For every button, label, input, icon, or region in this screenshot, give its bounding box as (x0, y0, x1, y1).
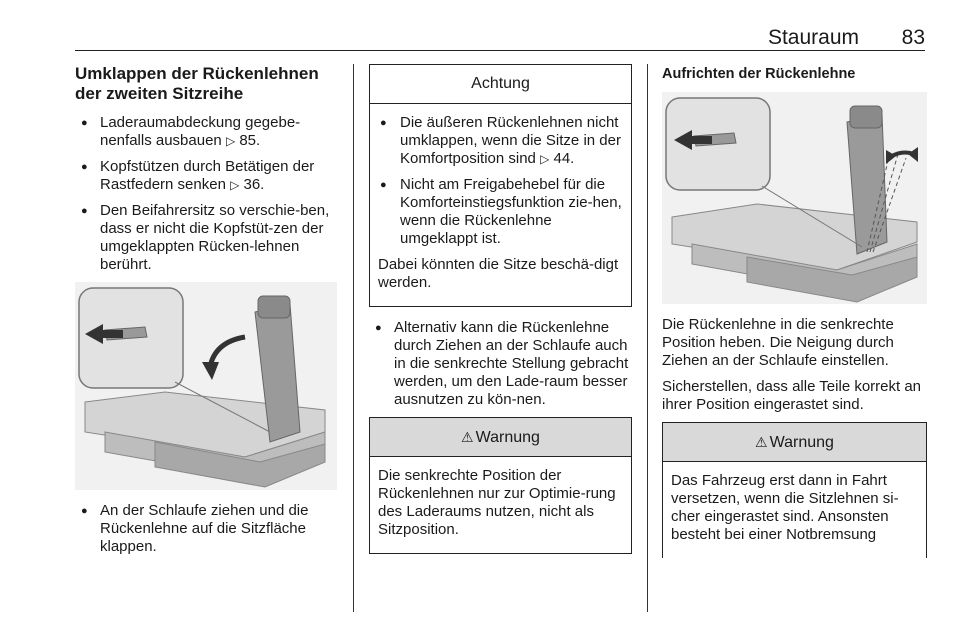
warning-header (370, 418, 631, 457)
bullet-list (378, 114, 623, 248)
column-right (662, 64, 927, 570)
list-item: ● Den Beifahrersitz so verschie-ben, dass er nicht die Kopfstüt-zen der umgeklappten Rücken-lehnen berührt. (75, 202, 337, 274)
column-middle (369, 64, 632, 566)
caution-text: Dabei könnten die Sitze beschä-digt werden. (378, 256, 619, 291)
list-item: ● An der Schlaufe ziehen und die Rückenlehne auf die Sitzfläche klappen. (75, 502, 337, 556)
illustration-fold-backrest (75, 282, 337, 490)
page-header (75, 24, 925, 51)
list-item: ● Alternativ kann die Rückenlehne durch Ziehen an der Schlaufe auch in die senkrechte Stellung gebracht werden, um den Lade-raum besser ausnutzen zu kön-nen. (369, 319, 632, 409)
bullet-list (75, 114, 337, 274)
list-item: ● Kopfstützen durch Betätigen der Rastfedern senken ▷ 36. (75, 158, 337, 194)
warning-box (369, 417, 632, 554)
column-divider (647, 64, 648, 612)
warning-title: Warnung (475, 429, 540, 446)
page-number: 83 (901, 26, 925, 49)
warning-text: Die senkrechte Position der Rückenlehnen nur zur Optimie-rung des Laderaums nutzen, nicht als Sitzposition. (378, 467, 616, 538)
list-item: ● Laderaumabdeckung gegebe-nenfalls ausbauen ▷ 85. (75, 114, 337, 150)
warning-header (663, 423, 926, 462)
page-title: Stauraum (767, 26, 859, 49)
warning-text: Das Fahrzeug erst dann in Fahrt versetzen, wenn die Sitzlehnen si-cher eingerastet sind. Ansonsten besteht bei einer Notbremsung (671, 472, 899, 543)
list-item: ● Nicht am Freigabehebel für die Komforteinstiegsfunktion zie-hen, wenn die Rückenlehne umgeklappt ist. (378, 176, 623, 248)
paragraph: Die Rückenlehne in die senkrechte Position heben. Die Neigung durch Ziehen an der Schlaufe einstellen. (662, 316, 894, 369)
page-reference-icon: ▷ (540, 152, 550, 166)
caution-title: Achtung (370, 65, 631, 104)
illustration-raise-backrest (662, 92, 927, 304)
warning-box (662, 422, 927, 558)
warning-triangle-icon: ⚠ (755, 434, 768, 450)
warning-title: Warnung (769, 434, 834, 451)
list-item: ● Die äußeren Rückenlehnen nicht umklappen, wenn die Sitze in der Komfortposition sind ▷ 44. (378, 114, 623, 168)
column-divider (353, 64, 354, 612)
paragraph: Sicherstellen, dass alle Teile korrekt an ihrer Position eingerastet sind. (662, 378, 922, 413)
caution-box (369, 64, 632, 307)
warning-triangle-icon: ⚠ (461, 429, 474, 445)
section-heading: Umklappen der Rückenlehnen der zweiten Sitzreihe (75, 64, 319, 103)
bullet-list (75, 502, 337, 556)
column-left (75, 64, 337, 564)
section-heading: Aufrichten der Rückenlehne (662, 66, 856, 82)
page-reference-icon: ▷ (225, 134, 236, 148)
page-reference-icon: ▷ (230, 178, 240, 192)
bullet-list (369, 319, 632, 409)
